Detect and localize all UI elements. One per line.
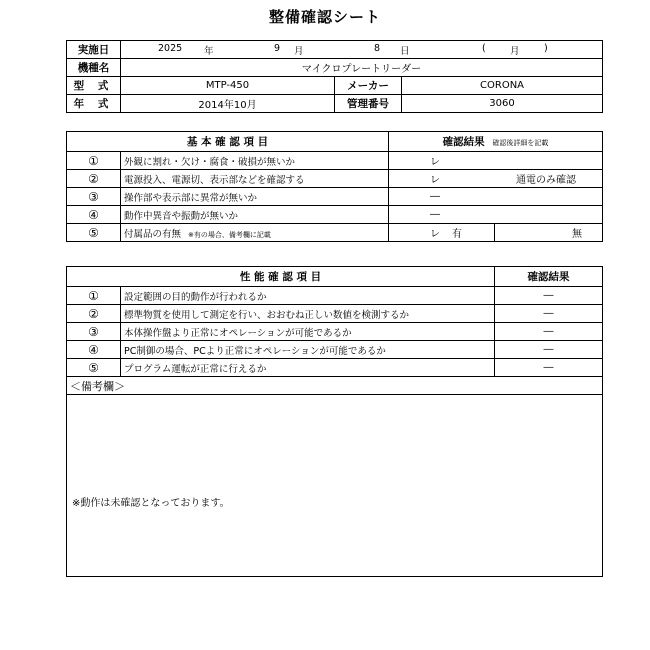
table-row — [67, 152, 603, 170]
table-row — [67, 206, 603, 224]
performance-result-heading: 確認結果 — [495, 267, 603, 287]
remarks-area[interactable] — [67, 395, 603, 577]
check-mark: ― — [430, 191, 440, 202]
table-row — [67, 224, 603, 242]
item-number: ⑤ — [67, 359, 121, 377]
result-cell[interactable] — [389, 152, 603, 170]
result-cell[interactable]: ― — [495, 359, 603, 377]
basic-result-heading — [389, 132, 603, 152]
table-row — [67, 287, 603, 305]
table-row — [67, 359, 603, 377]
item-number: ① — [67, 287, 121, 305]
accessory-label: 付属品の有無 — [124, 228, 182, 240]
date-value[interactable] — [121, 41, 603, 59]
remarks-header-row — [67, 377, 603, 395]
item-text: 操作部や表示部に異常が無いか — [121, 188, 389, 206]
item-text: プログラム運転が正常に行えるか — [121, 359, 495, 377]
result-cell[interactable]: ― — [495, 305, 603, 323]
item-number: ③ — [67, 323, 121, 341]
weekday-close: ) — [544, 42, 548, 54]
year-row — [67, 95, 603, 113]
item-number: ② — [67, 170, 121, 188]
check-mark: レ — [430, 157, 440, 168]
table-row — [67, 305, 603, 323]
basic-header-row — [67, 132, 603, 152]
date-day-unit: 日 — [400, 45, 410, 57]
mgmt-label: 管理番号 — [335, 95, 402, 113]
basic-heading: 基 本 確 認 項 目 — [67, 132, 389, 152]
result-cell[interactable]: ― — [495, 323, 603, 341]
result-cell[interactable]: ― — [495, 341, 603, 359]
remarks-heading: ＜備考欄＞ — [67, 377, 603, 395]
date-day: 8 — [374, 42, 381, 54]
date-label: 実施日 — [67, 41, 121, 59]
item-text: 動作中異音や振動が無いか — [121, 206, 389, 224]
type-label: 型 式 — [67, 77, 121, 95]
result-detail: 通電のみ確認 — [516, 175, 576, 186]
table-row — [67, 170, 603, 188]
date-month: 9 — [274, 42, 281, 54]
model-label: 機種名 — [67, 59, 121, 77]
item-number: ① — [67, 152, 121, 170]
model-row — [67, 59, 603, 77]
result-cell[interactable]: ― — [495, 287, 603, 305]
accessory-yes-cell[interactable] — [389, 224, 495, 242]
type-value[interactable]: MTP-450 — [121, 77, 335, 95]
basic-check-table — [66, 131, 603, 242]
item-text: 設定範囲の目的動作が行われるか — [121, 287, 495, 305]
date-month-unit: 月 — [294, 45, 304, 57]
check-mark: レ — [430, 229, 440, 240]
item-number: ④ — [67, 341, 121, 359]
type-row — [67, 77, 603, 95]
accessory-no-cell[interactable] — [495, 224, 603, 242]
result-cell[interactable] — [389, 206, 603, 224]
item-text: 本体操作盤より正常にオペレーションが可能であるか — [121, 323, 495, 341]
item-number: ⑤ — [67, 224, 121, 242]
check-mark: ― — [430, 209, 440, 220]
item-text: 外観に割れ・欠け・腐食・破損が無いか — [121, 152, 389, 170]
result-cell[interactable] — [389, 188, 603, 206]
item-text — [121, 224, 389, 242]
table-row — [67, 323, 603, 341]
result-cell[interactable] — [389, 170, 603, 188]
remarks-row — [67, 395, 603, 577]
performance-check-table — [66, 266, 603, 577]
maker-label: メーカー — [335, 77, 402, 95]
model-value[interactable]: マイクロプレートリーダー — [121, 59, 603, 77]
performance-heading: 性 能 確 認 項 目 — [67, 267, 495, 287]
item-number: ② — [67, 305, 121, 323]
weekday: 月 — [510, 45, 520, 57]
date-row — [67, 41, 603, 59]
accessory-no: 無 — [572, 229, 582, 240]
item-text: 標準物質を使用して測定を行い、おおむね正しい数値を検測するか — [121, 305, 495, 323]
weekday-open: ( — [482, 42, 486, 54]
accessory-yes: 有 — [452, 229, 462, 240]
mgmt-value[interactable]: 3060 — [402, 95, 603, 113]
item-number: ③ — [67, 188, 121, 206]
date-year-unit: 年 — [204, 45, 214, 57]
performance-header-row — [67, 267, 603, 287]
basic-result-label: 確認結果 — [442, 136, 485, 148]
year-label: 年 式 — [67, 95, 121, 113]
accessory-note: ※有の場合、備考欄に記載 — [188, 230, 271, 239]
remarks-text: ※動作は未確認となっております。 — [72, 498, 230, 509]
item-number: ④ — [67, 206, 121, 224]
page-title: 整備確認シート — [268, 8, 381, 26]
maker-value[interactable]: CORONA — [402, 77, 603, 95]
basic-result-note: 確認後詳細を記載 — [492, 139, 549, 147]
item-text: 電源投入、電源切、表示部などを確認する — [121, 170, 389, 188]
date-year: 2025 — [158, 42, 183, 54]
table-row — [67, 341, 603, 359]
check-mark: レ — [430, 175, 440, 186]
year-value[interactable]: 2014年10月 — [121, 95, 335, 113]
item-text: PC制御の場合、PCより正常にオペレーションが可能であるか — [121, 341, 495, 359]
table-row — [67, 188, 603, 206]
header-info-table — [66, 40, 603, 113]
